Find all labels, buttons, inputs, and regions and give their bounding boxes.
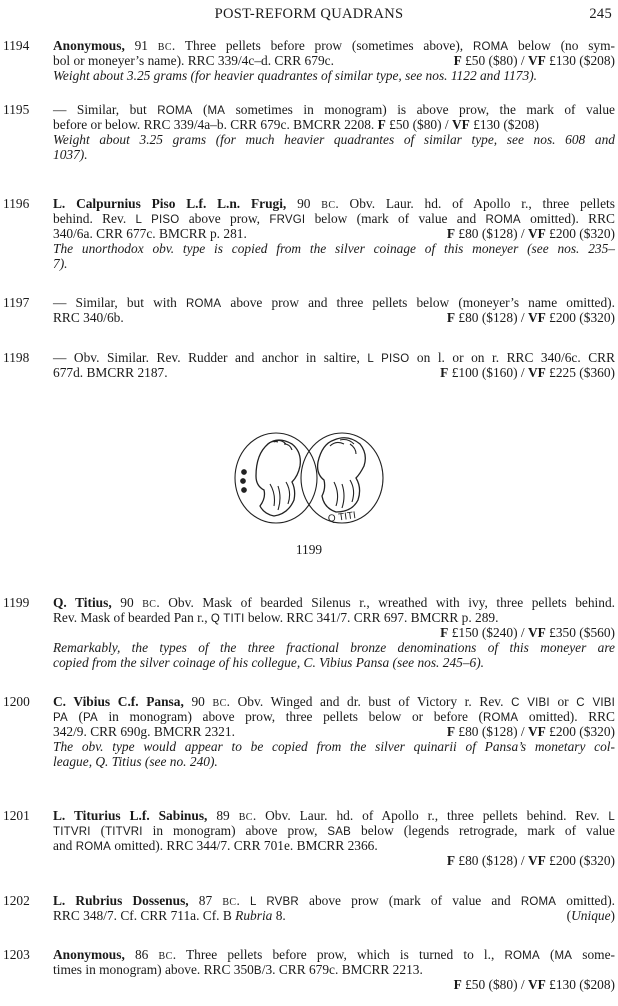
coin-illustration [230,424,386,530]
text: omitted). RRC 344/7. CRR 701e. BMCRR 2366. [111,838,378,853]
grade: F [453,53,462,68]
text: . Obv. Mask of bearded Silenus r., wreathed with ivy, three pellets behind. [156,595,616,610]
grade: VF [527,853,546,868]
entry-text [53,102,615,162]
era: BC [142,599,157,610]
price [447,310,615,325]
entry-number: 1203 [3,947,30,962]
era: BC [222,897,237,908]
price-value: £80 ($128) / [455,724,528,739]
price [447,226,615,241]
text: 90 [286,196,322,211]
text: 342/9. CRR 690g. BMCRR 2321. [53,724,235,739]
coin-legend: L PISO [135,214,180,226]
text: . Obv. Laur. hd. of Apollo r., three pellets [335,196,615,211]
note: Weight about 3.25 grams (for much heavier quadrantes of similar type, see nos. 608 and [53,132,615,147]
text: 340/6a. CRR 677c. BMCRR p. 281. [53,226,247,241]
grade: VF [527,365,546,380]
era: BC [212,698,227,709]
note: 7). [53,256,68,271]
era: BC [157,42,172,53]
rarity-note [567,908,615,923]
text: B [253,965,262,977]
text: in monogram) above prow, [142,823,328,838]
moneyer-name: L. Rubrius Dossenus, [53,893,189,908]
text: ( [539,947,555,962]
text: ) [610,908,615,923]
text: — Similar, but with [53,295,186,310]
entry-number: 1198 [3,350,30,365]
coin-legend: ROMA [472,41,509,53]
text: ( [67,709,83,724]
grade: F [377,117,386,132]
entry-number: 1200 [3,694,30,709]
coin-legend: PA [53,712,68,724]
entry-number: 1194 [3,38,30,53]
coin-legend: TITVRI [53,826,91,838]
note: The unorthodox obv. type is copied from the silver coinage of this moneyer (see nos. 235– [53,241,615,256]
text: ( [90,823,106,838]
text: Rev. Mask of bearded Pan r., [53,610,211,625]
moneyer-name: C. Vibius C.f. Pansa, [53,694,184,709]
grade: F [446,724,456,739]
text: below. RRC 341/7. CRR 697. BMCRR p. 289. [244,610,499,625]
grade: F [446,226,456,241]
entry-text [53,694,615,769]
entry-text [53,295,615,325]
price-value: £200 ($320) [545,226,615,241]
moneyer-name: L. Calpurnius Piso L.f. L.n. Frugi, [53,196,287,211]
price [53,853,615,868]
text: above prow and three pellets below (moneyer’s name omitted). [221,295,615,310]
text: some- [572,947,615,962]
text: Rubria [235,908,273,923]
coin-legend: L [608,811,615,823]
price-value: £130 ($208) [469,117,540,132]
coin-legend: Q TITI [210,613,245,625]
note: league, Q. Titius (see no. 240). [53,754,218,769]
price-value: £130 ($208) [545,53,615,68]
note: 1037). [53,147,88,162]
figure-label: 1199 [295,542,323,557]
coin-legend: C VIBI [576,697,615,709]
text: 89 [207,808,239,823]
text: 87 [188,893,223,908]
coin-legend: PA [82,712,98,724]
text: — Similar, but [53,102,158,117]
text: above prow (mark of value and [298,893,521,908]
note: The obv. type would appear to be copied from the silver quinarii of Pansa’s monetary col- [53,739,615,754]
moneyer-name: Q. Titius, [53,595,112,610]
text: RRC 348/7. Cf. CRR 711a. Cf. B [53,908,236,923]
grade: F [453,977,462,992]
grade: VF [527,226,546,241]
coin-legend: ROMA [185,298,222,310]
price-value: £50 ($80) / [385,117,452,132]
text: 91 [124,38,158,53]
text: times in monogram) above. RRC 350 [53,962,254,977]
coin-legend: C VIBI [511,697,550,709]
price [454,53,615,68]
price-value: £80 ($128) / [455,853,528,868]
price-value: £50 ($80) / [461,977,528,992]
text: — Obv. Similar. Rev. Rudder and anchor in saltire, [53,350,368,365]
grade: VF [527,977,546,992]
text: below (mark of value and [305,211,486,226]
coin-legend: MA [207,105,226,117]
entry-number: 1197 [3,295,30,310]
text: omitted). RRC [520,211,615,226]
coin-legend: L RVBR [249,896,299,908]
text: omitted). RRC [518,709,615,724]
grade: VF [527,53,546,68]
price [53,625,615,640]
running-title: POST-REFORM QUADRANS [214,6,404,22]
text: . Obv. Winged and dr. bust of Victory r. Rev. [226,694,512,709]
entry-number: 1195 [3,102,30,117]
text: below (legends retrograde, mark of value [351,823,615,838]
text: on l. or on r. RRC 340/6c. CRR [409,350,615,365]
text: in monogram) above prow, three pellets below or before ( [97,709,483,724]
obverse-coin [235,433,317,523]
price-value: £150 ($240) / [448,625,528,640]
price-value: £200 ($320) [545,310,615,325]
page-header [0,6,618,26]
reverse-coin [301,433,383,525]
coin-legend: ROMA [485,214,521,226]
text: above prow, [179,211,270,226]
page-number: 245 [589,6,612,22]
entry-number: 1201 [3,808,30,823]
entry-text [53,947,615,992]
text: and [53,838,76,853]
price-value: £80 ($128) / [455,310,528,325]
coin-legend: ROMA [157,105,193,117]
entry-text [53,350,615,380]
entry-text [53,595,615,670]
text: . Obv. Laur. hd. of Apollo r., three pellets behind. Rev. [252,808,609,823]
price-value: £50 ($80) / [461,53,528,68]
text: behind. Rev. [53,211,136,226]
price-value: £200 ($320) [545,724,615,739]
coin-legend-text: Q TITI [327,510,357,525]
era: BC [158,951,173,962]
entry-text [53,808,615,868]
note: Weight about 3.25 grams (for heavier quadrantes of similar type, see nos. 1122 and 1173). [53,68,538,83]
text: or [549,694,577,709]
era: BC [238,812,253,823]
era: BC [321,200,336,211]
coin-legend: TITVRI [105,826,143,838]
price [447,724,615,739]
note: Remarkably, the types of the three fractional bronze denominations of this moneyer are [53,640,615,655]
text: 8. [272,908,286,923]
text: 677d. BMCRR 2187. [53,365,168,380]
entry-number: 1199 [3,595,30,610]
price-value: £130 ($208) [545,977,615,992]
price-value: £200 ($320) [545,853,615,868]
entry-text [53,38,615,83]
text: Unique [571,908,611,923]
entry-text [53,196,615,271]
text: RRC 340/6b. [53,310,124,325]
coin-legend: SAB [327,826,352,838]
moneyer-name: Anonymous, [53,38,125,53]
coin-legend: MA [554,950,573,962]
text: . Three pellets before prow (sometimes above), [171,38,473,53]
text: ( [566,908,572,923]
coin-legend: ROMA [520,896,557,908]
price [53,977,615,992]
text: omitted). [556,893,616,908]
moneyer-name: L. Titurius L.f. Sabinus, [53,808,208,823]
entry-number: 1196 [3,196,30,211]
text: /3. CRR 679c. BMCRR 2213. [261,962,423,977]
text: below (no sym- [508,38,615,53]
text: sometimes in monogram) is above prow, the mark of value [225,102,615,117]
grade: VF [527,625,546,640]
coin-legend: L PISO [367,353,410,365]
coin-legend: FRVGI [269,214,306,226]
entry-number: 1202 [3,893,30,908]
grade: VF [527,310,546,325]
text: before or below. RRC 339/4a–b. CRR 679c. BMCRR 2208. [53,117,378,132]
price-value: £80 ($128) / [455,226,528,241]
coin-legend: ROMA [504,950,540,962]
moneyer-name: Anonymous, [53,947,125,962]
note: copied from the silver coinage of his collegue, C. Vibius Pansa (see nos. 245–6). [53,655,485,670]
price [440,365,615,380]
text: . Three pellets before prow, which is turned to l., [172,947,505,962]
grade: F [440,625,449,640]
price [378,117,539,132]
grade: F [440,365,449,380]
entry-text [53,893,615,923]
grade: VF [527,724,546,739]
coin-legend: ROMA [75,841,111,853]
price-value: £350 ($560) [545,625,615,640]
text: 86 [124,947,159,962]
text: bol or moneyer’s name). RRC 339/4c–d. CRR 679c. [53,53,334,68]
text: 90 [183,694,213,709]
grade: F [446,310,456,325]
price-value: £100 ($160) / [448,365,528,380]
coin-legend: ROMA [482,712,519,724]
price-value: £225 ($360) [545,365,615,380]
grade: VF [451,117,470,132]
text: 90 [111,595,143,610]
grade: F [446,853,456,868]
text: ( [192,102,208,117]
text: . [236,893,250,908]
